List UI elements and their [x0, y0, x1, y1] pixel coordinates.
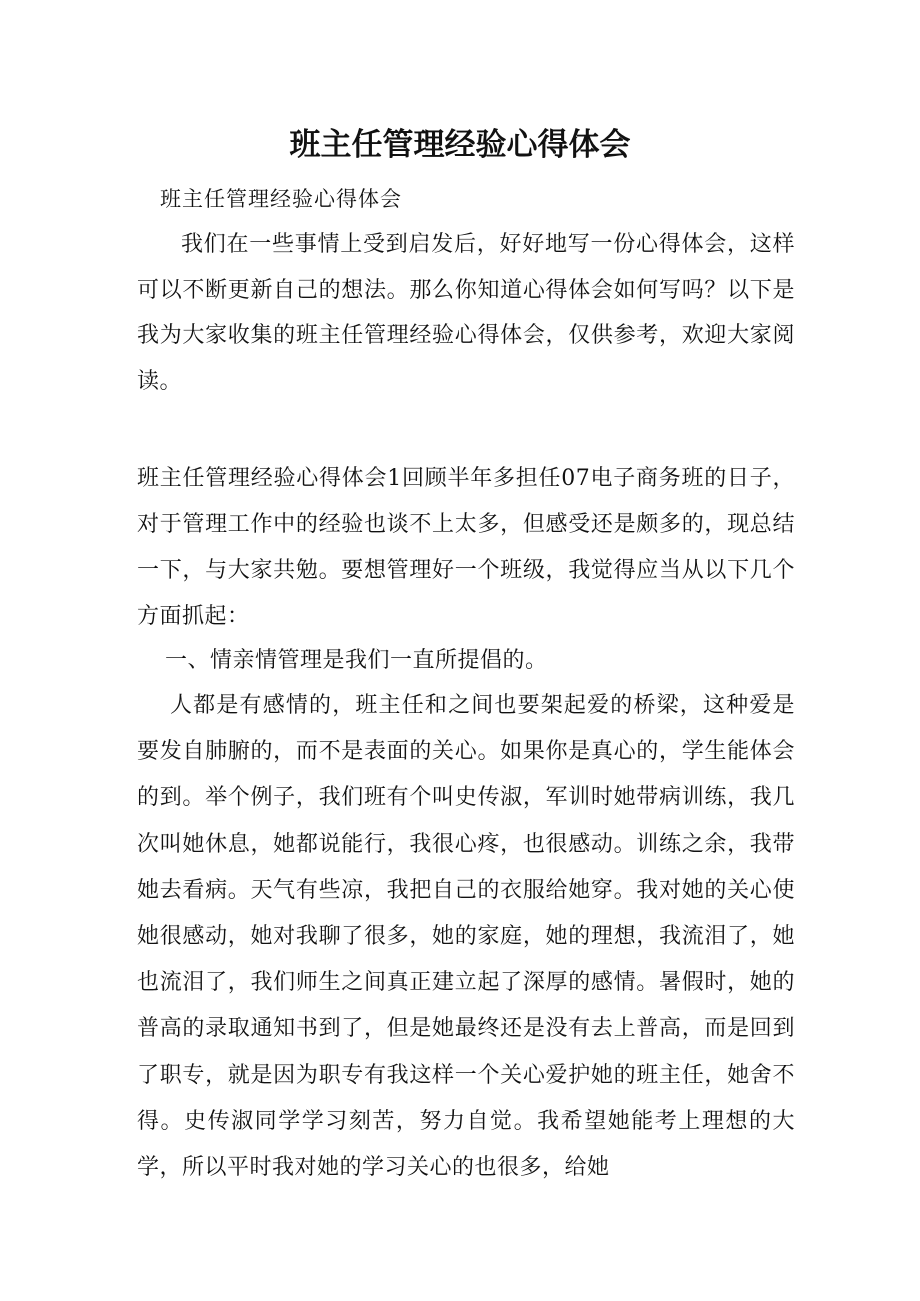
intro-paragraph: 我们在一些事情上受到启发后，好好地写一份心得体会，这样可以不断更新自己的想法。那么你知道心得体会如何写吗？以下是我为大家收集的班主任管理经验心得体会，仅供参考，欢迎大家阅读。: [137, 232, 795, 394]
document-title: 班主任管理经验心得体会: [289, 127, 631, 163]
section-heading-1: 一、情亲情管理是我们一直所提倡的。: [165, 648, 548, 673]
body-paragraph-1: 班主任管理经验心得体会1回顾半年多担任07电子商务班的日子，对于管理工作中的经验也谈不上太多，但感受还是颇多的，现总结一下，与大家共勉。要想管理好一个班级，我觉得应当从以下几个方面抓起：: [137, 466, 795, 629]
body-paragraph-2: 人都是有感情的，班主任和之间也要架起爱的桥梁，这种爱是要发自肺腑的，而不是表面的关心。如果你是真心的，学生能体会的到。举个例子，我们班有个叫史传淑，军训时她带病训练，我几次叫她休息，她都说能行，我很心疼，也很感动。训练之余，我带她去看病。天气有些凉，我把自己的衣服给她穿。我对她的关心使她很感动，她对我聊了很多，她的家庭，她的理想，我流泪了，她也流泪了，我们师生之间真正建立起了深厚的感情。暑假时，她的普高的录取通知书到了，但是她最终还是没有去上普高，而是回到了职专，就是因为职专有我这样一个关心爱护她的班主任，她舍不得。史传淑同学学习刻苦，努力自觉。我希望她能考上理想的大学，所以平时我对她的学习关心的也很多，给她: [137, 693, 795, 1181]
document-subtitle: 班主任管理经验心得体会: [160, 187, 402, 211]
